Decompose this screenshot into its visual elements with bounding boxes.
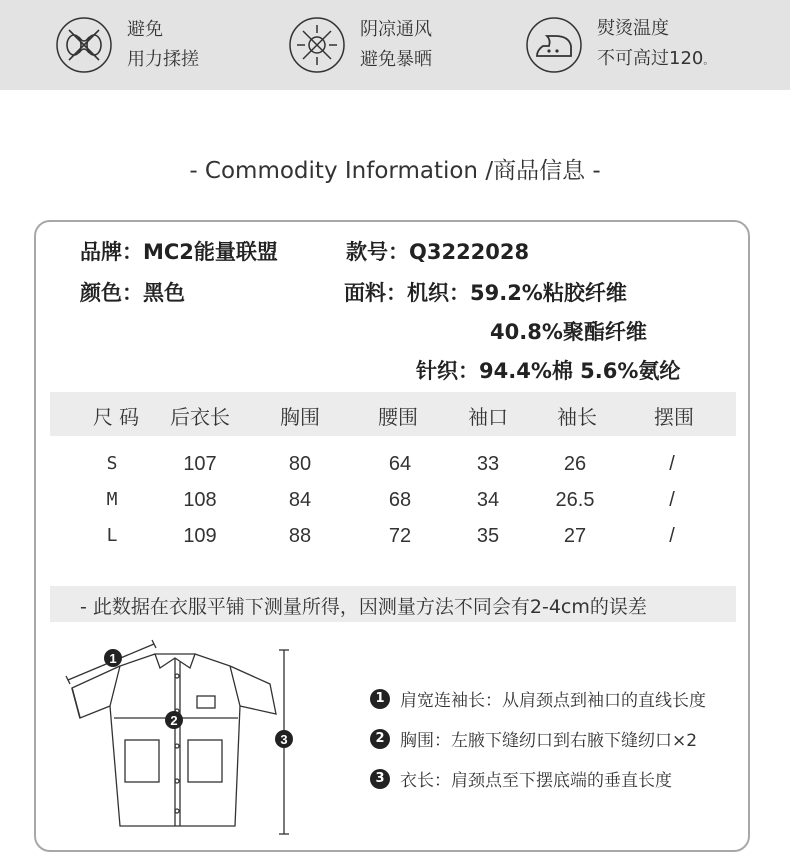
cell-size: L (106, 525, 118, 546)
cell-size: M (106, 489, 118, 510)
legend-number: 1 (370, 689, 390, 709)
legend-text: 衣长：肩颈点至下摆底端的垂直长度 (400, 771, 672, 791)
cell: 33 (476, 453, 500, 475)
cell: 80 (288, 453, 312, 475)
svg-text:3: 3 (280, 732, 288, 747)
cell: / (669, 453, 675, 475)
legend-number: 2 (370, 729, 390, 749)
care-item-shade-dry (288, 13, 432, 77)
cell: 26 (563, 453, 587, 475)
legend-number: 3 (370, 769, 390, 789)
legend-text: 胸围：左腋下缝纫口到右腋下缝纫口×2 (400, 731, 698, 751)
cell: 64 (388, 453, 412, 475)
care-line-2: 避免暴晒 (360, 49, 432, 70)
size-table-header (50, 392, 736, 436)
style-number-text: 款号：Q3222028 (346, 240, 530, 264)
header-cuff: 袖口 (468, 405, 508, 429)
header-hem: 摆围 (654, 405, 694, 429)
svg-text:1: 1 (109, 651, 117, 666)
legend-text: 肩宽连袖长：从肩颈点到袖口的直线长度 (400, 691, 706, 711)
care-line-1: 阴凉通风 (360, 19, 432, 40)
cell: 26.5 (555, 489, 595, 511)
legend-item-1 (370, 686, 706, 711)
header-waist: 腰围 (378, 405, 418, 429)
cell: 27 (563, 525, 587, 547)
cell: / (669, 489, 675, 511)
care-line-1: 熨烫温度 (597, 17, 669, 39)
care-line-1: 避免 (127, 19, 163, 40)
svg-text:2: 2 (170, 713, 178, 728)
care-item-iron (525, 13, 713, 77)
cell: 109 (183, 525, 217, 547)
cell: / (669, 525, 675, 547)
cell: 84 (288, 489, 312, 511)
fabric-line-3: 针织：94.4%棉 5.6%氨纶 (416, 359, 681, 383)
brand-text: 品牌：MC2能量联盟 (80, 240, 278, 264)
shade-dry-icon (288, 16, 346, 74)
no-wring-icon (55, 16, 113, 74)
legend-item-3 (370, 766, 672, 791)
header-sleeve: 袖长 (557, 405, 597, 429)
cell: 72 (388, 525, 412, 547)
cell: 34 (476, 489, 500, 511)
section-title: - Commodity Information /商品信息 - (189, 158, 601, 184)
cell-size: S (106, 453, 118, 474)
color-text: 颜色：黑色 (80, 281, 185, 305)
legend-item-2 (370, 726, 697, 751)
marker-1 (104, 649, 122, 667)
measurement-note: - 此数据在衣服平铺下测量所得，因测量方法不同会有2-4cm的误差 (80, 596, 647, 618)
fabric-text: 面料：机织：59.2%粘胶纤维 (344, 281, 627, 305)
header-chest: 胸围 (280, 405, 320, 429)
marker-3 (275, 730, 293, 748)
care-line-2: 不可高过120。 (597, 47, 714, 69)
cell: 35 (476, 525, 500, 547)
care-instructions-bar (0, 0, 790, 90)
measurement-note-bar (50, 586, 736, 622)
iron-icon (525, 16, 583, 74)
header-size: 尺 码 (92, 405, 140, 429)
cell: 108 (183, 489, 217, 511)
garment-diagram (60, 636, 310, 842)
care-item-no-wring (55, 13, 199, 77)
cell: 88 (288, 525, 312, 547)
cell: 107 (183, 453, 217, 475)
care-line-2: 用力揉搓 (127, 49, 199, 70)
header-back-length: 后衣长 (170, 405, 230, 429)
fabric-line-2: 40.8%聚酯纤维 (490, 320, 647, 344)
cell: 68 (388, 489, 412, 511)
marker-2 (165, 711, 183, 729)
